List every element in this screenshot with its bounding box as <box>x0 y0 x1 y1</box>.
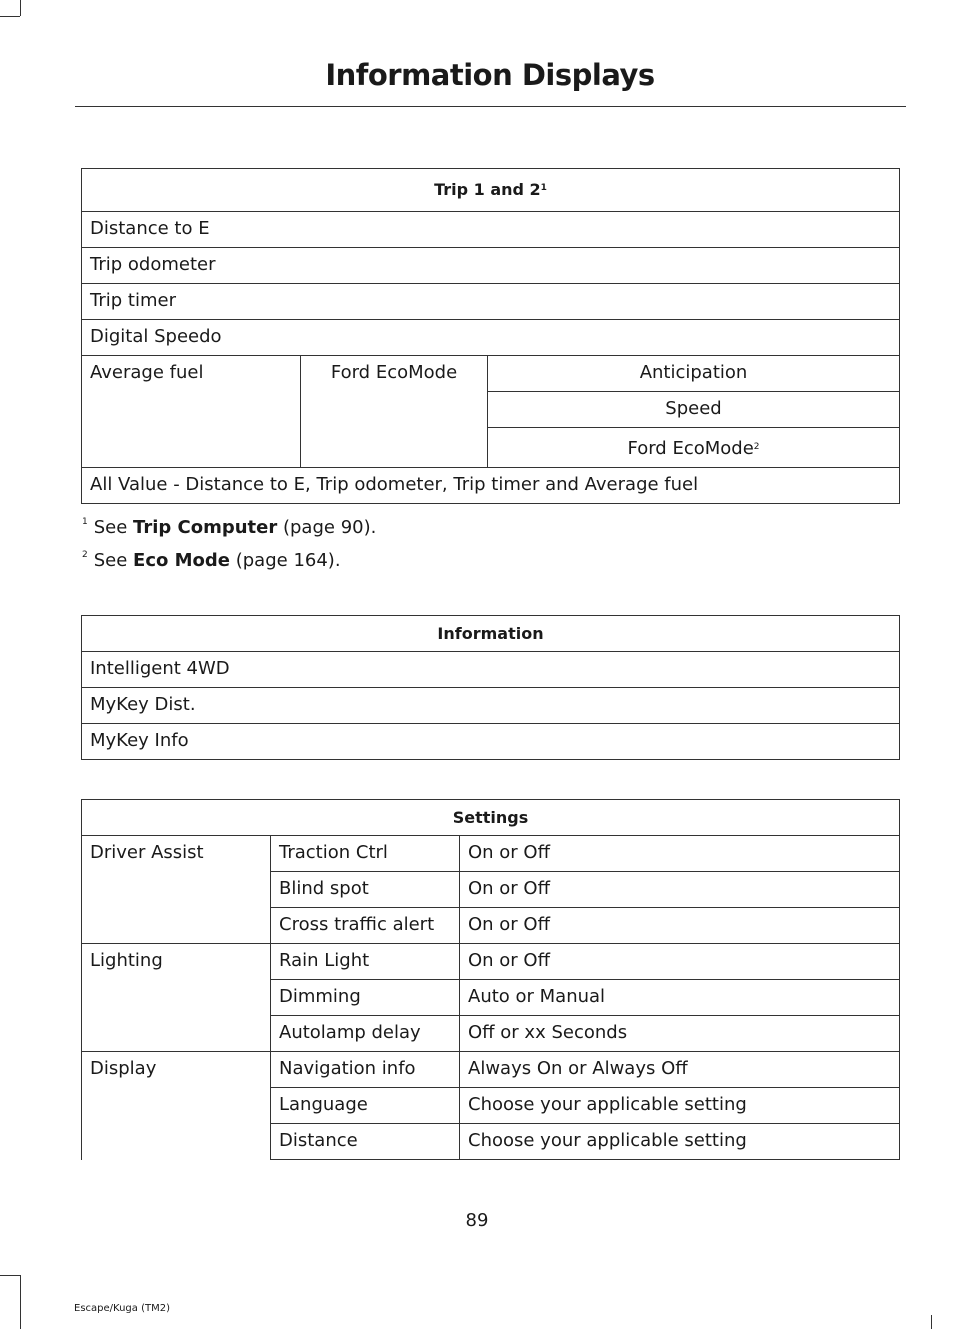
crop-mark <box>931 1315 932 1329</box>
page-title: Information Displays <box>325 58 655 92</box>
table-cell: All Value - Distance to E, Trip odometer, Trip timer and Average fuel <box>82 468 900 504</box>
footnote-number: 1 <box>82 517 88 527</box>
footnote-text: (page 90). <box>277 517 377 538</box>
cell-text: Ford EcoMode <box>627 438 754 459</box>
setting-group-label: Display <box>82 1052 271 1160</box>
table-row <box>82 212 900 248</box>
table-row <box>82 1052 900 1088</box>
setting-value: On or Off <box>460 836 900 872</box>
footnote-ref: 1 <box>540 183 547 193</box>
information-table <box>81 615 900 760</box>
trip-table <box>81 168 900 504</box>
footnote-text: See <box>93 517 134 538</box>
setting-name: Language <box>271 1088 460 1124</box>
crop-mark <box>20 0 21 16</box>
crop-mark <box>0 16 20 17</box>
table-row <box>82 284 900 320</box>
table-row <box>82 724 900 760</box>
table-cell: Distance to E <box>82 212 900 248</box>
table-cell: Anticipation <box>488 356 900 392</box>
footnote-text: (page 164). <box>230 550 341 571</box>
setting-value: Always On or Always Off <box>460 1052 900 1088</box>
table-cell: Intelligent 4WD <box>82 652 900 688</box>
footnote-number: 2 <box>82 550 88 560</box>
setting-value: Choose your applicable setting <box>460 1124 900 1160</box>
table-cell: Average fuel <box>82 356 301 468</box>
footnote-text: See <box>93 550 134 571</box>
table-header-row <box>82 800 900 836</box>
setting-value: On or Off <box>460 908 900 944</box>
title-divider <box>75 106 906 107</box>
setting-name: Cross traffic alert <box>271 908 460 944</box>
crop-mark <box>20 1275 21 1329</box>
table-row <box>82 944 900 980</box>
setting-value: Auto or Manual <box>460 980 900 1016</box>
table-header-row <box>82 616 900 652</box>
footnote-link[interactable]: Eco Mode <box>133 550 231 571</box>
footnote-ref: 2 <box>753 442 760 452</box>
table-heading <box>82 169 900 212</box>
table-heading: Settings <box>82 800 900 836</box>
table-row <box>82 248 900 284</box>
settings-table <box>81 799 900 1160</box>
page-number: 89 <box>465 1210 489 1231</box>
table-row <box>82 320 900 356</box>
table-row <box>82 836 900 872</box>
crop-mark <box>0 1275 20 1276</box>
table-cell: Speed <box>488 392 900 428</box>
setting-group-label: Lighting <box>82 944 271 1052</box>
setting-name: Dimming <box>271 980 460 1016</box>
table-cell: Trip timer <box>82 284 900 320</box>
table-cell: Ford EcoMode <box>301 356 488 468</box>
table-row <box>82 688 900 724</box>
table-row <box>82 356 900 392</box>
table-cell: MyKey Info <box>82 724 900 760</box>
table-cell: MyKey Dist. <box>82 688 900 724</box>
setting-name: Rain Light <box>271 944 460 980</box>
table-row <box>82 468 900 504</box>
table-cell <box>488 428 900 468</box>
heading-text: Trip 1 and 2 <box>434 180 541 199</box>
setting-group-label: Driver Assist <box>82 836 271 944</box>
footer-model: Escape/Kuga (TM2) <box>74 1303 170 1314</box>
table-row <box>82 652 900 688</box>
setting-value: On or Off <box>460 944 900 980</box>
table-cell: Trip odometer <box>82 248 900 284</box>
table-cell: Digital Speedo <box>82 320 900 356</box>
setting-value: On or Off <box>460 872 900 908</box>
setting-name: Traction Ctrl <box>271 836 460 872</box>
table-heading: Information <box>82 616 900 652</box>
setting-name: Distance <box>271 1124 460 1160</box>
footnote <box>82 517 376 538</box>
setting-value: Choose your applicable setting <box>460 1088 900 1124</box>
setting-name: Autolamp delay <box>271 1016 460 1052</box>
table-header-row <box>82 169 900 212</box>
setting-value: Off or xx Seconds <box>460 1016 900 1052</box>
footnote <box>82 550 341 571</box>
setting-name: Navigation info <box>271 1052 460 1088</box>
footnote-link[interactable]: Trip Computer <box>133 517 278 538</box>
setting-name: Blind spot <box>271 872 460 908</box>
